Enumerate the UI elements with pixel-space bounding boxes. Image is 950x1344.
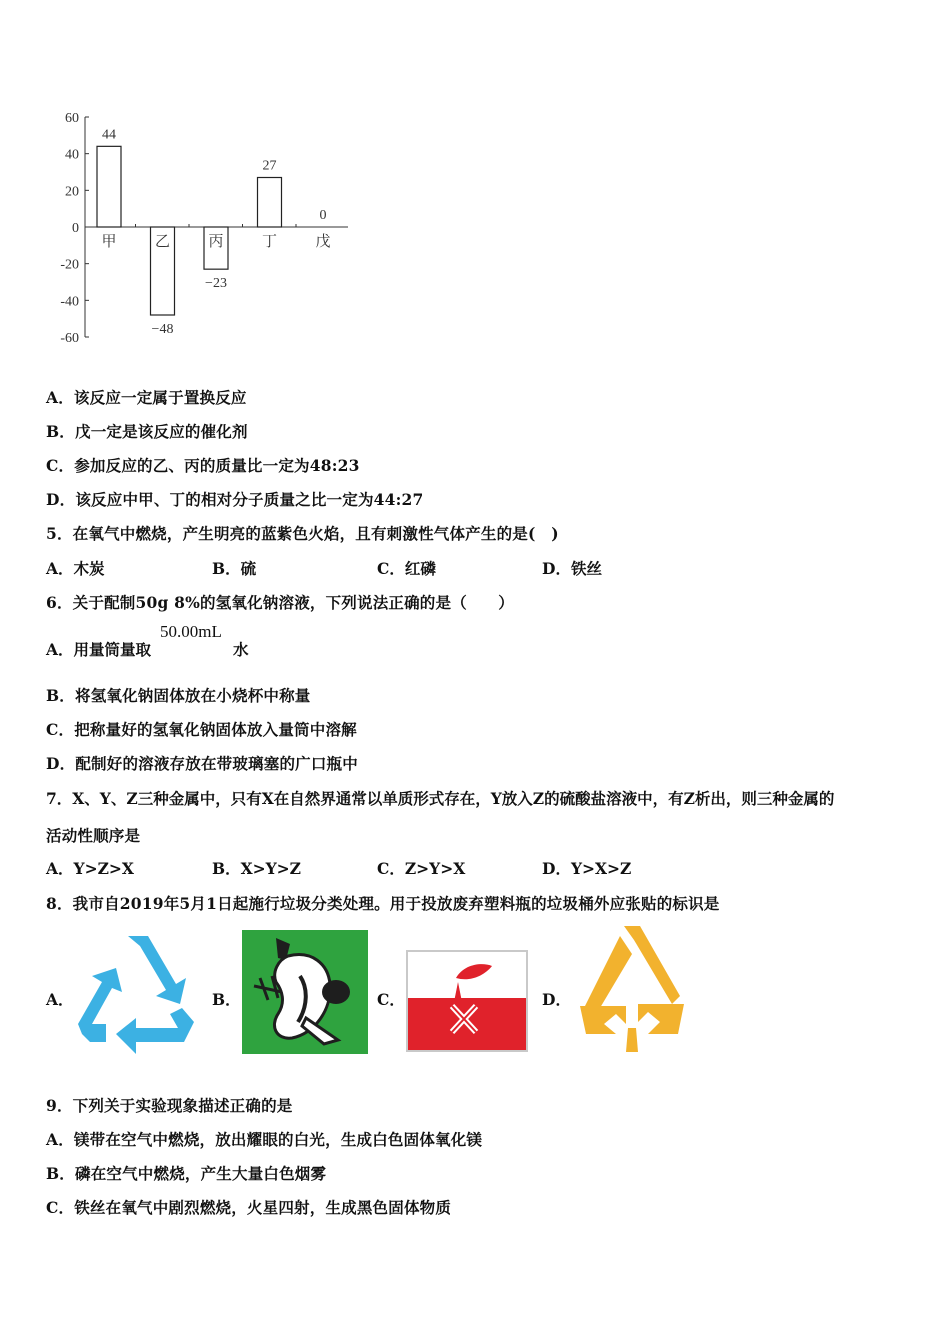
q8-option-a-label: A． [46, 990, 74, 1009]
q5-option-d: D．铁丝 [542, 559, 602, 578]
category-label-1: 乙 [154, 232, 171, 250]
category-label-3: 丁 [261, 232, 278, 250]
data-label-1: −48 [151, 322, 174, 337]
q6-option-a-suffix: 水 [233, 640, 249, 659]
bar-0 [97, 146, 121, 227]
q9-option-b: B．磷在空气中燃烧，产生大量白色烟雾 [46, 1164, 327, 1183]
y-tick-label: -60 [60, 331, 79, 346]
category-label-4: 戊 [315, 232, 331, 250]
q8-option-d-label: D． [542, 990, 571, 1009]
bar-3 [258, 178, 282, 228]
bar-chart [30, 100, 360, 350]
data-label-3: 27 [262, 158, 277, 174]
y-tick-label: 60 [65, 111, 79, 126]
q6-option-a-amount: 50.00mL [160, 622, 222, 641]
q5-option-c: C．红磷 [377, 559, 436, 578]
q7-option-a: A．Y>Z>X [46, 859, 134, 878]
q9-option-c: C．铁丝在氧气中剧烈燃烧，火星四射，生成黑色固体物质 [46, 1198, 452, 1217]
q7-stem-line1: 7．X、Y、Z三种金属中，只有X在自然界通常以单质形式存在，Y放入Z的硫酸盐溶液中，有Z析出，则三种金属的 [46, 789, 835, 808]
category-labels [101, 232, 330, 250]
data-label-0: 44 [102, 127, 116, 143]
q4-option-a: A．该反应一定属于置换反应 [46, 388, 247, 407]
q9-stem: 9．下列关于实验现象描述正确的是 [46, 1096, 293, 1115]
q5-option-b: B．硫 [212, 559, 257, 578]
q9-option-a: A．镁带在空气中燃烧，放出耀眼的白光，生成白色固体氧化镁 [46, 1130, 483, 1149]
bars [97, 146, 282, 315]
harmful-waste-icon [406, 950, 528, 1052]
data-label-2: −23 [205, 276, 227, 292]
q6-option-c: C．把称量好的氢氧化钠固体放入量筒中溶解 [46, 720, 357, 739]
q6-option-b: B．将氢氧化钠固体放在小烧杯中称量 [46, 686, 311, 705]
y-tick-label: -40 [60, 294, 79, 310]
q6-option-a-prefix: A．用量筒量取 [46, 640, 152, 659]
q6-stem: 6．关于配制50g 8%的氢氧化钠溶液，下列说法正确的是（ ） [46, 593, 515, 612]
q7-option-b: B．X>Y>Z [212, 859, 301, 878]
category-label-0: 甲 [101, 232, 117, 250]
q8-option-b-label: B． [212, 990, 241, 1009]
y-tick-label: 40 [65, 147, 79, 163]
q6-option-d: D．配制好的溶液存放在带玻璃塞的广口瓶中 [46, 754, 358, 773]
kitchen-waste-icon [242, 930, 368, 1054]
q4-option-d: D．该反应中甲、丁的相对分子质量之比一定为44:27 [46, 490, 424, 509]
q5-option-a: A．木炭 [46, 559, 105, 578]
q7-stem-line2: 活动性顺序是 [46, 826, 141, 845]
q8-stem: 8．我市自2019年5月1日起施行垃圾分类处理。用于投放废弃塑料瓶的垃圾桶外应张贴的标识是 [46, 894, 720, 913]
y-tick-label: -20 [60, 257, 79, 273]
y-tick-label: 0 [72, 221, 79, 236]
category-label-2: 丙 [208, 232, 224, 250]
q4-option-c: C．参加反应的乙、丙的质量比一定为48:23 [46, 456, 360, 475]
data-label-4: 0 [319, 208, 327, 223]
q7-option-d: D．Y>X>Z [542, 859, 632, 878]
q4-option-b: B．戊一定是该反应的催化剂 [46, 422, 248, 441]
y-tick-label: 20 [65, 184, 79, 200]
q5-stem: 5．在氧气中燃烧，产生明亮的蓝紫色火焰，且有刺激性气体产生的是( ) [46, 524, 559, 543]
other-waste-icon [576, 924, 688, 1054]
q7-option-c: C．Z>Y>X [377, 859, 466, 878]
q8-option-c-label: C． [377, 990, 405, 1009]
recyclable-icon [76, 930, 200, 1054]
